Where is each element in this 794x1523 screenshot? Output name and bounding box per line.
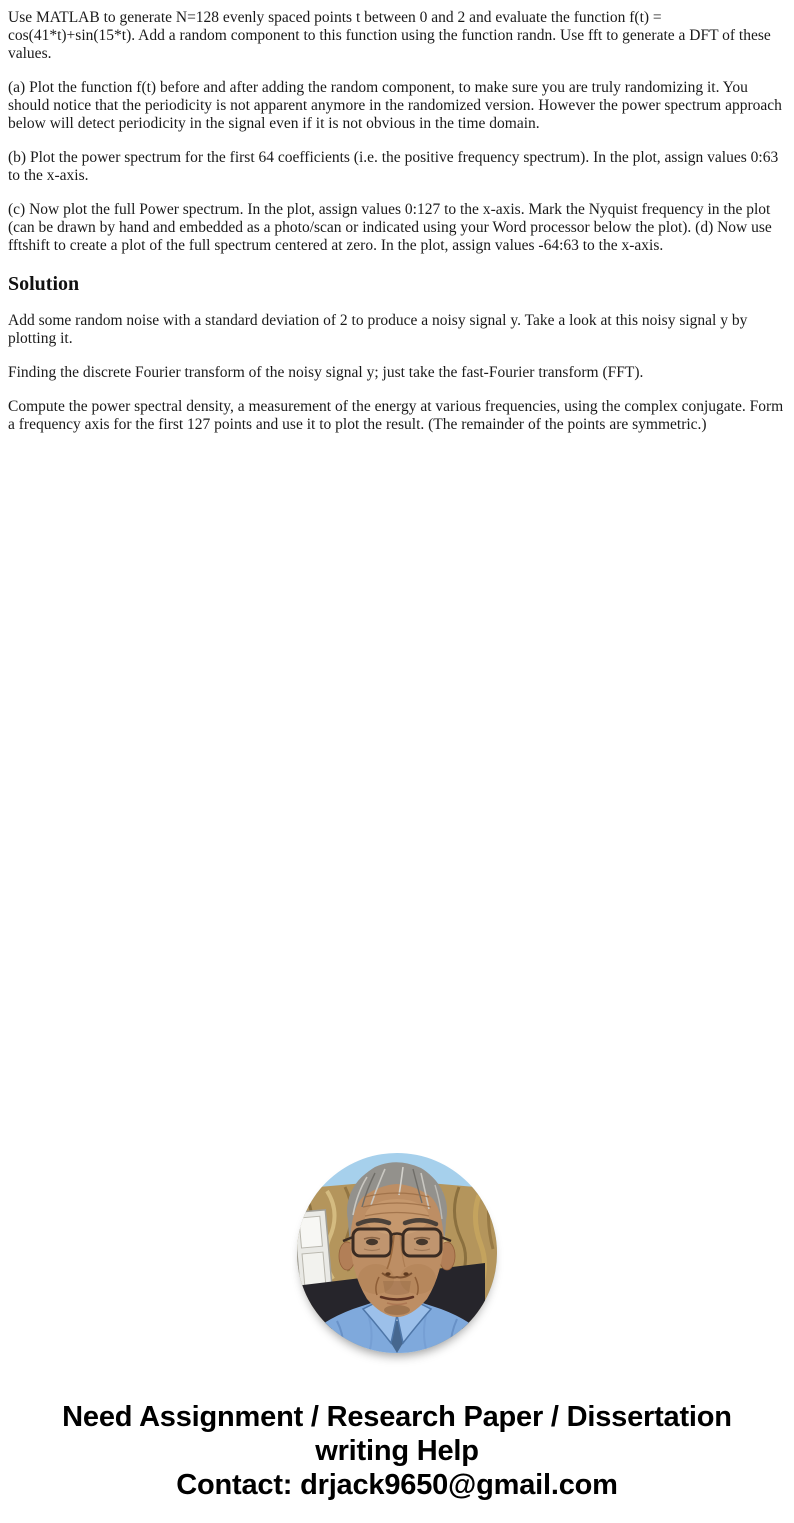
promo-banner <box>0 1400 794 1502</box>
promo-headline: Need Assignment / Research Paper / Dissertation writing Help <box>62 1401 732 1467</box>
solution-paragraph-psd: Compute the power spectral density, a measurement of the energy at various frequencies, using the complex conjugate. Form a frequency axis for the first 127 points and use it to plot the result. (The remainder of the points are symmetric.) <box>8 398 784 433</box>
promo-contact-email: Contact: drjack9650@gmail.com <box>176 1469 618 1501</box>
tutor-avatar <box>297 1153 497 1353</box>
assignment-paragraph-b: (b) Plot the power spectrum for the first 64 coefficients (i.e. the positive frequency spectrum). In the plot, assign values 0:63 to the x-axis. <box>8 149 779 184</box>
solution-paragraph-fft: Finding the discrete Fourier transform of the noisy signal y; just take the fast-Fourier transform (FFT). <box>8 364 644 381</box>
solution-heading: Solution <box>8 273 80 295</box>
assignment-paragraph-intro: Use MATLAB to generate N=128 evenly spaced points t between 0 and 2 and evaluate the function f(t) = cos(41*t)+sin(15*t). Add a random component to this function using the function randn. Use fft to generate a DFT of these values. <box>8 9 771 62</box>
solution-paragraph-noise: Add some random noise with a standard deviation of 2 to produce a noisy signal y. Take a look at this noisy signal y by plotting it. <box>8 312 748 347</box>
assignment-paragraph-c-d: (c) Now plot the full Power spectrum. In the plot, assign values 0:127 to the x-axis. Mark the Nyquist frequency in the plot (can be drawn by hand and embedded as a photo/scan or indicated using your Word processor below the plot). (d) Now use fftshift to create a plot of the full spectrum centered at zero. In the plot, assign values -64:63 to the x-axis. <box>8 201 772 254</box>
tutor-portrait-icon <box>297 1153 497 1353</box>
assignment-paragraph-a: (a) Plot the function f(t) before and after adding the random component, to make sure you are truly randomizing it. You should notice that the periodicity is not apparent anymore in the randomized version. However the power spectrum approach below will detect periodicity in the signal even if it is not obvious in the time domain. <box>8 79 782 132</box>
window-frame <box>297 1210 332 1294</box>
assignment-text <box>8 0 786 450</box>
